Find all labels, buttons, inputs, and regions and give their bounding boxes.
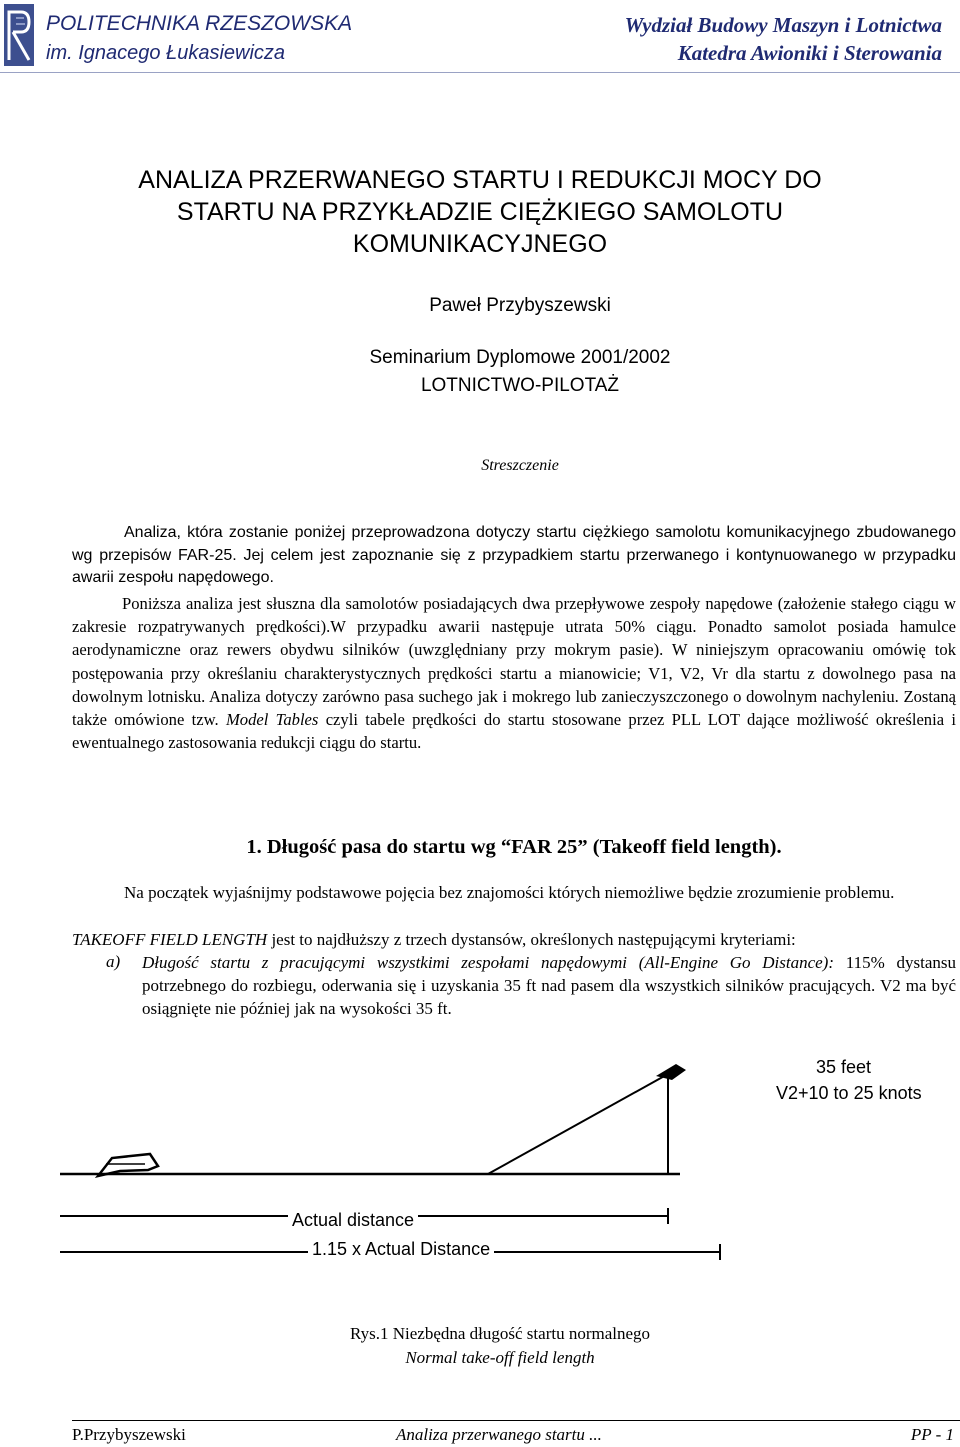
university-logo [4,4,34,66]
abstract-p2-text-c: czyli tabele prędkości do startu stosowane przez PLL LOT dające możliwość określenia i ewentualnego zastosowania redukcji ciągu do startu. [72,710,956,753]
header-department: Katedra Awioniki i Sterowania [677,41,942,65]
tfl-rest: jest to najdłuższy z trzech dystansów, określonych następującymi kryteriami: [271,930,796,949]
abstract-p1-text-a: Analiza, która zostanie poniżej przeprowadzona dotyczy startu ciężkiego samolotu komunikacyjnego zbudowanego wg przepisów FAR-25. [72,524,956,564]
item-a-text [142,951,956,1020]
abstract-p1-text-b: Jej celem jest zapoznanie się z przypadkiem startu przerwanego i kontynuowanego w przypadku awarii zespołu napędowego. [72,546,956,586]
section-1-intro: Na początek wyjaśnijmy podstawowe pojęcia bez znajomości których niemożliwe będzie zrozumienie problemu. [124,883,895,902]
footer-author: P.Przybyszewski [72,1425,186,1444]
header-rule [0,72,960,73]
section-1-tfl-definition [72,929,956,952]
section-1-heading: 1. Długość pasa do startu wg “FAR 25” (Takeoff field length). [246,836,782,858]
tfl-term: TAKEOFF FIELD LENGTH [72,930,268,949]
item-a-rest-text: 115% dystansu potrzebnego do rozbiegu, oderwania się i uzyskania 35 ft nad pasem dla wszystkich silników pracujących. V2 ma być osiągnięte nie później jak na wysokości 35 ft. [142,953,957,1018]
figure-label-v2: V2+10 to 25 knots [776,1083,922,1103]
seminar-name: Seminarium Dyplomowe 2001/2002 [369,347,671,368]
paper-title [40,164,920,260]
abstract-p2-text-a: Poniższa analiza jest słuszna dla samolotów posiadających dwa przepływowe zespoły napędowe (założenie stałego ciągu w zakresie rozpatrywanych prędkości). [72,594,956,637]
title-line-3: KOMUNIKACYJNEGO [352,230,608,258]
header-university: POLITECHNIKA RZESZOWSKA [46,12,353,35]
header-patron: im. Ignacego Łukasiewicza [46,42,286,64]
abstract-heading: Streszczenie [481,457,559,474]
author-name: Paweł Przybyszewski [429,295,611,316]
flight-path-line [488,1074,668,1174]
specialty-name: LOTNICTWO-PILOTAŻ [420,375,620,396]
abstract-paragraph-2 [72,592,956,754]
abstract-paragraph-1 [72,522,956,590]
footer-rule [72,1420,960,1421]
figure-label-actual-distance: Actual distance [288,1209,418,1231]
figure-caption-pl: Rys.1 Niezbędna długość startu normalnego [349,1324,651,1343]
footer-page-number: PP - 1 [910,1425,954,1444]
item-a-italic-text: Długość startu z pracującymi wszystkimi zespołami napędowymi (All-Engine Go Distance): [142,953,835,972]
figure-caption-en: Normal take-off field length [405,1348,595,1367]
item-a-marker: a) [106,952,121,971]
header-faculty: Wydział Budowy Maszyn i Lotnictwa [624,13,942,37]
abstract-p2-text-b: W przypadku awarii następuje utrata 50% ciągu. Ponadto samolot posiada hamulce aerodynamiczne oraz rewers obydwu silników (uwzględniany przy mokrym pasie). W niniejszym opracowaniu omówię tok postępowania przy określaniu charakterystycznych prędkości startu a mianowicie; V1, V2, Vr dla startu z dowolnego pasa na dowolnym lotnisku. Analiza dotyczy zarówno pasa suchego jak i mokrego lub zanieczyszczonego o dowolnym nachyleniu. Zostaną także omówione tzw. [72,617,956,730]
title-line-1: ANALIZA PRZERWANEGO STARTU I REDUKCJI MOCY DO [138,166,822,194]
abstract-p2-model-tables: Model Tables [225,710,319,730]
figure-label-35-feet: 35 feet [816,1057,872,1077]
figure-label-115-distance: 1.15 x Actual Distance [308,1238,494,1260]
airplane-icon [98,1154,158,1176]
title-line-2: STARTU NA PRZYKŁADZIE CIĘŻKIEGO SAMOLOTU [176,198,784,226]
footer-title: Analiza przerwanego startu ... [396,1425,602,1444]
